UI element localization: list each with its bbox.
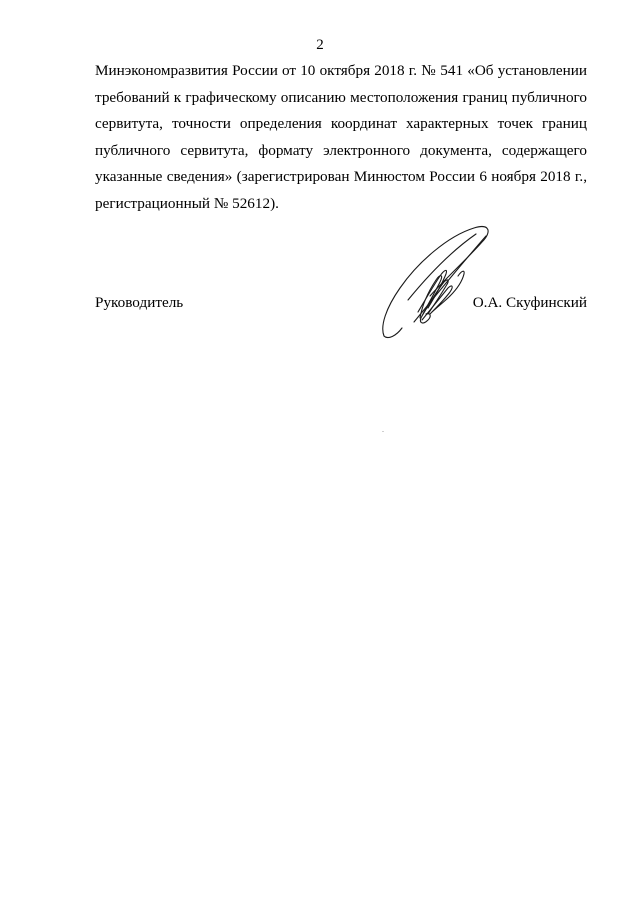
body-line: сервитута, точности определения координат характерных точек границ (95, 115, 587, 132)
body-line: указанные сведения» (зарегистрирован Минюстом России 6 ноября 2018 г., (95, 168, 587, 185)
body-line: требований к графическому описанию местоположения границ публичного (95, 88, 587, 106)
signature-row (95, 292, 587, 314)
scan-speck (382, 431, 384, 432)
body-paragraph (95, 58, 587, 217)
body-line: Минэкономразвития России от 10 октября 2018 г. № 541 «Об установлении (95, 62, 587, 79)
signer-title: Руководитель (95, 294, 184, 311)
page-number: 2 (316, 37, 324, 53)
signer-name: О.А. Скуфинский (472, 294, 587, 311)
body-line: публичного сервитута, формату электронного документа, содержащего (95, 141, 587, 159)
handwritten-signature-icon (378, 222, 493, 340)
body-line: регистрационный № 52612). (95, 194, 279, 212)
